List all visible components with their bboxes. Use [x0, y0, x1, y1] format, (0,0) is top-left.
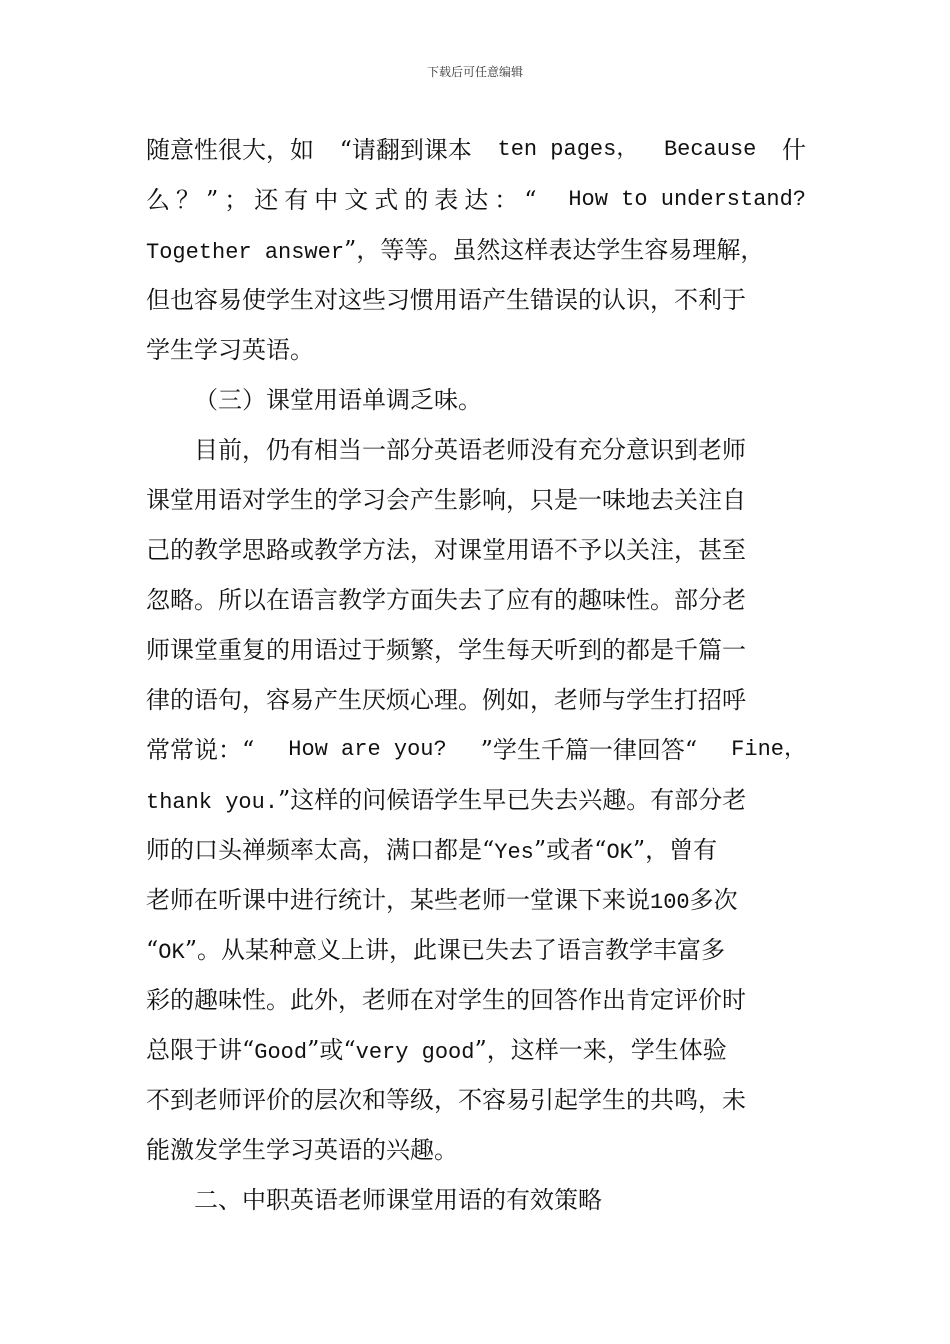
text-line [146, 280, 806, 320]
text-line [146, 830, 806, 870]
text-segment: ”这样的问候语学生早已失去兴趣。有部分老 [278, 786, 747, 814]
text-segment: OK [606, 840, 633, 865]
section-heading [194, 380, 806, 420]
text-segment: 师的口头禅频率太高，满口都是“ [146, 836, 495, 864]
section-heading [194, 1180, 806, 1220]
text-segment: 己的教学思路或教学方法，对课堂用语不予以关注，甚至 [146, 536, 746, 564]
text-segment: ”或“ [307, 1036, 356, 1064]
text-segment: 律的语句，容易产生厌烦心理。例如，老师与学生打招呼 [146, 686, 746, 714]
text-segment: 总限于讲“ [146, 1036, 255, 1064]
text-line [146, 580, 806, 620]
text-segment: Because [663, 137, 757, 162]
text-line [146, 780, 806, 820]
text-segment: ”，这样一来，学生体验 [474, 1036, 727, 1064]
text-line [146, 330, 806, 370]
text-segment: 老师在听课中进行统计，某些老师一堂课下来说 [146, 886, 650, 914]
text-segment: 但也容易使学生对这些习惯用语产生错误的认识，不利于 [146, 286, 746, 314]
text-segment: （三）课堂用语单调乏味。 [194, 386, 482, 414]
text-segment: “请翻到课本 [339, 136, 472, 164]
text-segment: 不到老师评价的层次和等级，不容易引起学生的共鸣，未 [146, 1086, 746, 1114]
text-line [146, 730, 806, 770]
text-segment: Together answer [146, 240, 345, 265]
text-segment: 二、中职英语老师课堂用语的有效策略 [194, 1186, 602, 1214]
text-segment: thank you. [146, 790, 279, 815]
text-segment: 什 [781, 136, 806, 164]
text-segment: ten pages， [497, 137, 639, 162]
text-segment: 100 [650, 890, 690, 915]
text-segment: 多次 [689, 886, 738, 914]
text-line [146, 130, 806, 170]
text-segment: 彩的趣味性。此外，老师在对学生的回答作出肯定评价时 [146, 986, 746, 1014]
text-segment: 忽略。所以在语言教学方面失去了应有的趣味性。部分老 [146, 586, 746, 614]
text-segment: ”或者“ [533, 836, 607, 864]
text-segment: How to understand? [568, 187, 806, 212]
text-line [146, 980, 806, 1020]
text-segment: OK [158, 940, 185, 965]
text-line [146, 480, 806, 520]
text-line [146, 1030, 806, 1070]
text-line [146, 230, 806, 270]
page-header: 下载后可任意编辑 [426, 65, 523, 79]
text-line [146, 680, 806, 720]
text-line [146, 880, 806, 920]
text-line [146, 180, 806, 220]
text-segment: very good [355, 1040, 475, 1065]
text-segment: 课堂用语对学生的学习会产生影响，只是一味地去关注自 [146, 486, 746, 514]
text-segment: Yes [494, 840, 534, 865]
text-line [146, 1080, 806, 1120]
text-segment: ”。从某种意义上讲，此课已失去了语言教学丰富多 [184, 936, 725, 964]
text-segment: ”学生千篇一律回答“ [480, 736, 698, 764]
text-segment: 目前，仍有相当一部分英语老师没有充分意识到老师 [194, 436, 746, 464]
text-line [194, 430, 806, 470]
text-segment: 么？”；还有中文式的表达：“ [146, 186, 543, 214]
text-line [146, 530, 806, 570]
text-line [146, 930, 806, 970]
text-segment: How are you? [288, 737, 447, 762]
text-line [146, 1130, 806, 1170]
text-segment: ”，曾有 [632, 836, 718, 864]
text-line [146, 630, 806, 670]
text-segment: 能激发学生学习英语的兴趣。 [146, 1136, 458, 1164]
text-segment: “ [146, 936, 159, 964]
text-segment: Fine， [731, 737, 806, 762]
text-segment: ”，等等。虽然这样表达学生容易理解， [344, 236, 765, 264]
text-segment: 随意性很大，如 [146, 136, 314, 164]
text-segment: 常常说：“ [146, 736, 255, 764]
text-segment: 学生学习英语。 [146, 336, 314, 364]
text-segment: 师课堂重复的用语过于频繁，学生每天听到的都是千篇一 [146, 636, 746, 664]
text-segment: Good [254, 1040, 308, 1065]
